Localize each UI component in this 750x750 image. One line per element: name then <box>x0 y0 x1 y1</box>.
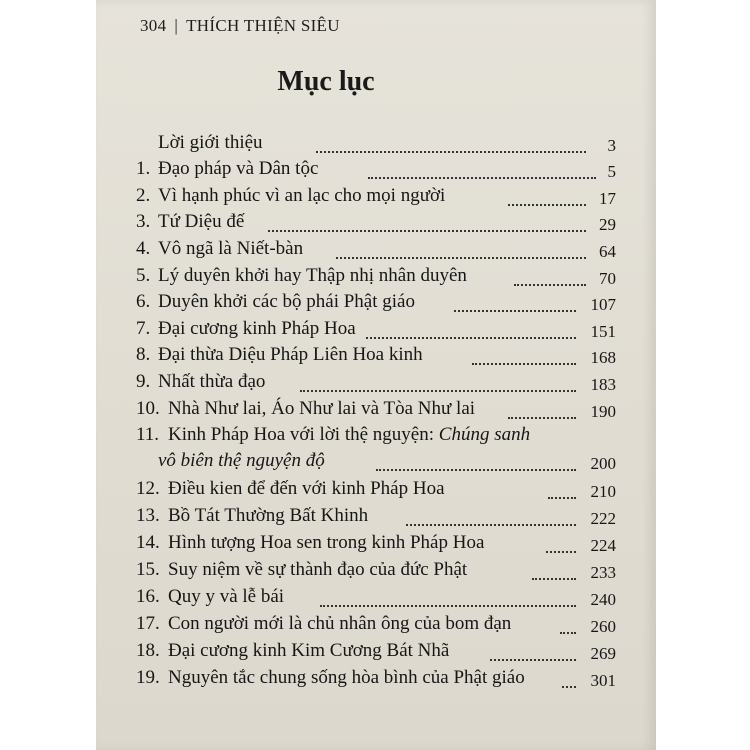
toc-leader-dots <box>268 226 586 232</box>
toc-entry-page: 17 <box>599 189 616 208</box>
toc-entry <box>136 132 616 158</box>
toc-entry-page: 269 <box>590 644 616 663</box>
toc-entry <box>136 398 616 424</box>
toc-entry-title: Nhà Như lai, Áo Như lai và Tòa Như lai <box>168 398 476 419</box>
toc-entry-page: 183 <box>590 375 616 394</box>
toc-leader-dots <box>300 386 576 392</box>
toc-entry-title: Con người mới là chủ nhân ông của bom đạn <box>168 613 512 634</box>
toc-leader-dots <box>560 628 576 634</box>
toc-entry-page: 210 <box>590 482 616 501</box>
toc-entry-title: Vì hạnh phúc vì an lạc cho mọi người <box>158 185 446 206</box>
toc-leader-dots <box>548 493 576 499</box>
toc-entry-number: 1. <box>136 158 151 179</box>
toc-entry <box>136 424 616 476</box>
header-page-number: 304 <box>140 16 167 35</box>
toc-entry-number: 6. <box>136 291 151 312</box>
toc-entry-page: 70 <box>599 269 616 288</box>
toc-leader-dots <box>376 465 576 471</box>
toc-entry-number: 8. <box>136 344 151 365</box>
toc-entry-title: Lý duyên khởi hay Thập nhị nhân duyên <box>158 265 467 286</box>
toc-entry-title: Nhất thừa đạo <box>158 371 266 392</box>
toc-entry <box>136 559 616 585</box>
toc-entry <box>136 371 616 397</box>
toc-entry-page: 64 <box>599 242 616 261</box>
toc-entry <box>136 344 616 370</box>
toc-entry-page: 168 <box>590 348 616 367</box>
header-author: THÍCH THIỆN SIÊU <box>186 16 340 35</box>
toc-entry-title-line2: vô biên thệ nguyện độ <box>158 450 325 471</box>
toc-entry-page: 233 <box>590 563 616 582</box>
toc-leader-dots <box>454 306 576 312</box>
toc-entry-title: Nguyên tắc chung sống hòa bình của Phật giáo <box>168 667 525 688</box>
toc-leader-dots <box>472 359 576 365</box>
toc-entry-page: 301 <box>590 671 616 690</box>
toc-entry-title: Bồ Tát Thường Bất Khinh <box>168 505 369 526</box>
toc-entry-number: 5. <box>136 265 151 286</box>
toc-leader-dots <box>320 601 576 607</box>
background-left <box>0 0 96 750</box>
toc-entry-page: 240 <box>590 590 616 609</box>
toc-entry-page: 260 <box>590 617 616 636</box>
toc-leader-dots <box>562 682 576 688</box>
toc-entry <box>136 158 616 184</box>
toc-leader-dots <box>508 200 586 206</box>
toc-entry-title: Duyên khởi các bộ phái Phật giáo <box>158 291 415 312</box>
toc-entry-number: 12. <box>136 478 160 499</box>
toc-entry-number: 3. <box>136 211 151 232</box>
toc-entry-number: 14. <box>136 532 160 553</box>
page-title: Mục lục <box>277 66 375 97</box>
toc-entry-number: 16. <box>136 586 160 607</box>
toc-entry <box>136 613 616 639</box>
toc-entry-number: 9. <box>136 371 151 392</box>
book-page <box>96 0 656 750</box>
toc-entry-number: 15. <box>136 559 160 580</box>
toc-entry-title: Đại cương kinh Kim Cương Bát Nhã <box>168 640 450 661</box>
toc-entry-title: Đạo pháp và Dân tộc <box>158 158 319 179</box>
toc-entry-page: 107 <box>590 295 616 314</box>
toc-entry <box>136 211 616 237</box>
toc-entry <box>136 586 616 612</box>
toc-entry <box>136 185 616 211</box>
toc-entry-number: 13. <box>136 505 160 526</box>
toc-entry-title-italic: Chúng sanh <box>438 424 531 445</box>
toc-entry-page: 190 <box>590 402 616 421</box>
toc-entry-title: Điều kien để đến với kinh Pháp Hoa <box>168 478 445 499</box>
toc-leader-dots <box>368 173 596 179</box>
header-separator: | <box>174 16 179 35</box>
toc-entry <box>136 265 616 291</box>
toc-leader-dots <box>316 147 586 153</box>
toc-leader-dots <box>406 520 576 526</box>
toc-entry <box>136 291 616 317</box>
toc-entry-page: 5 <box>607 162 616 181</box>
toc-entry-page: 222 <box>590 509 616 528</box>
toc-entry <box>136 667 616 693</box>
toc-entry-title: Tứ Diệu đế <box>158 211 245 232</box>
toc-entry-title: Lời giới thiệu <box>158 132 263 153</box>
toc-leader-dots <box>532 574 576 580</box>
toc-entry <box>136 318 616 344</box>
toc-entry-title: Đại thừa Diệu Pháp Liên Hoa kinh <box>158 344 423 365</box>
toc-entry-title <box>168 424 530 446</box>
toc-entry-number: 7. <box>136 318 151 339</box>
toc-leader-dots <box>366 333 576 339</box>
toc-entry-title: Đại cương kinh Pháp Hoa <box>158 318 356 339</box>
toc-entry-page: 151 <box>590 322 616 341</box>
toc-entry-number: 10. <box>136 398 160 419</box>
toc-entry-number: 11. <box>136 424 160 445</box>
toc-entry-title: Hình tượng Hoa sen trong kinh Pháp Hoa <box>168 532 485 553</box>
toc-entry-title-main: Kinh Pháp Hoa với lời thệ nguyện: <box>168 424 435 445</box>
toc-entry-number: 19. <box>136 667 160 688</box>
toc-entry <box>136 505 616 531</box>
toc-entry <box>136 478 616 504</box>
toc-leader-dots <box>508 413 576 419</box>
toc-leader-dots <box>514 280 586 286</box>
toc-leader-dots <box>546 547 576 553</box>
toc-entry-number: 2. <box>136 185 151 206</box>
toc-entry-page: 3 <box>607 136 616 155</box>
toc-entry-page: 29 <box>599 215 616 234</box>
toc-entry-number: 4. <box>136 238 151 259</box>
toc-entry-number: 17. <box>136 613 160 634</box>
toc-entry-title: Suy niệm về sự thành đạo của đức Phật <box>168 559 468 580</box>
toc-leader-dots <box>336 253 586 259</box>
toc-entry-page: 224 <box>590 536 616 555</box>
toc-entry-title: Quy y và lễ bái <box>168 586 285 607</box>
running-header <box>140 16 340 36</box>
toc-entry-title: Vô ngã là Niết-bàn <box>158 238 304 259</box>
toc-entry-number: 18. <box>136 640 160 661</box>
toc-leader-dots <box>490 655 576 661</box>
toc-entry <box>136 640 616 666</box>
toc-entry-page: 200 <box>590 454 616 473</box>
toc-entry <box>136 532 616 558</box>
toc-entry <box>136 238 616 264</box>
